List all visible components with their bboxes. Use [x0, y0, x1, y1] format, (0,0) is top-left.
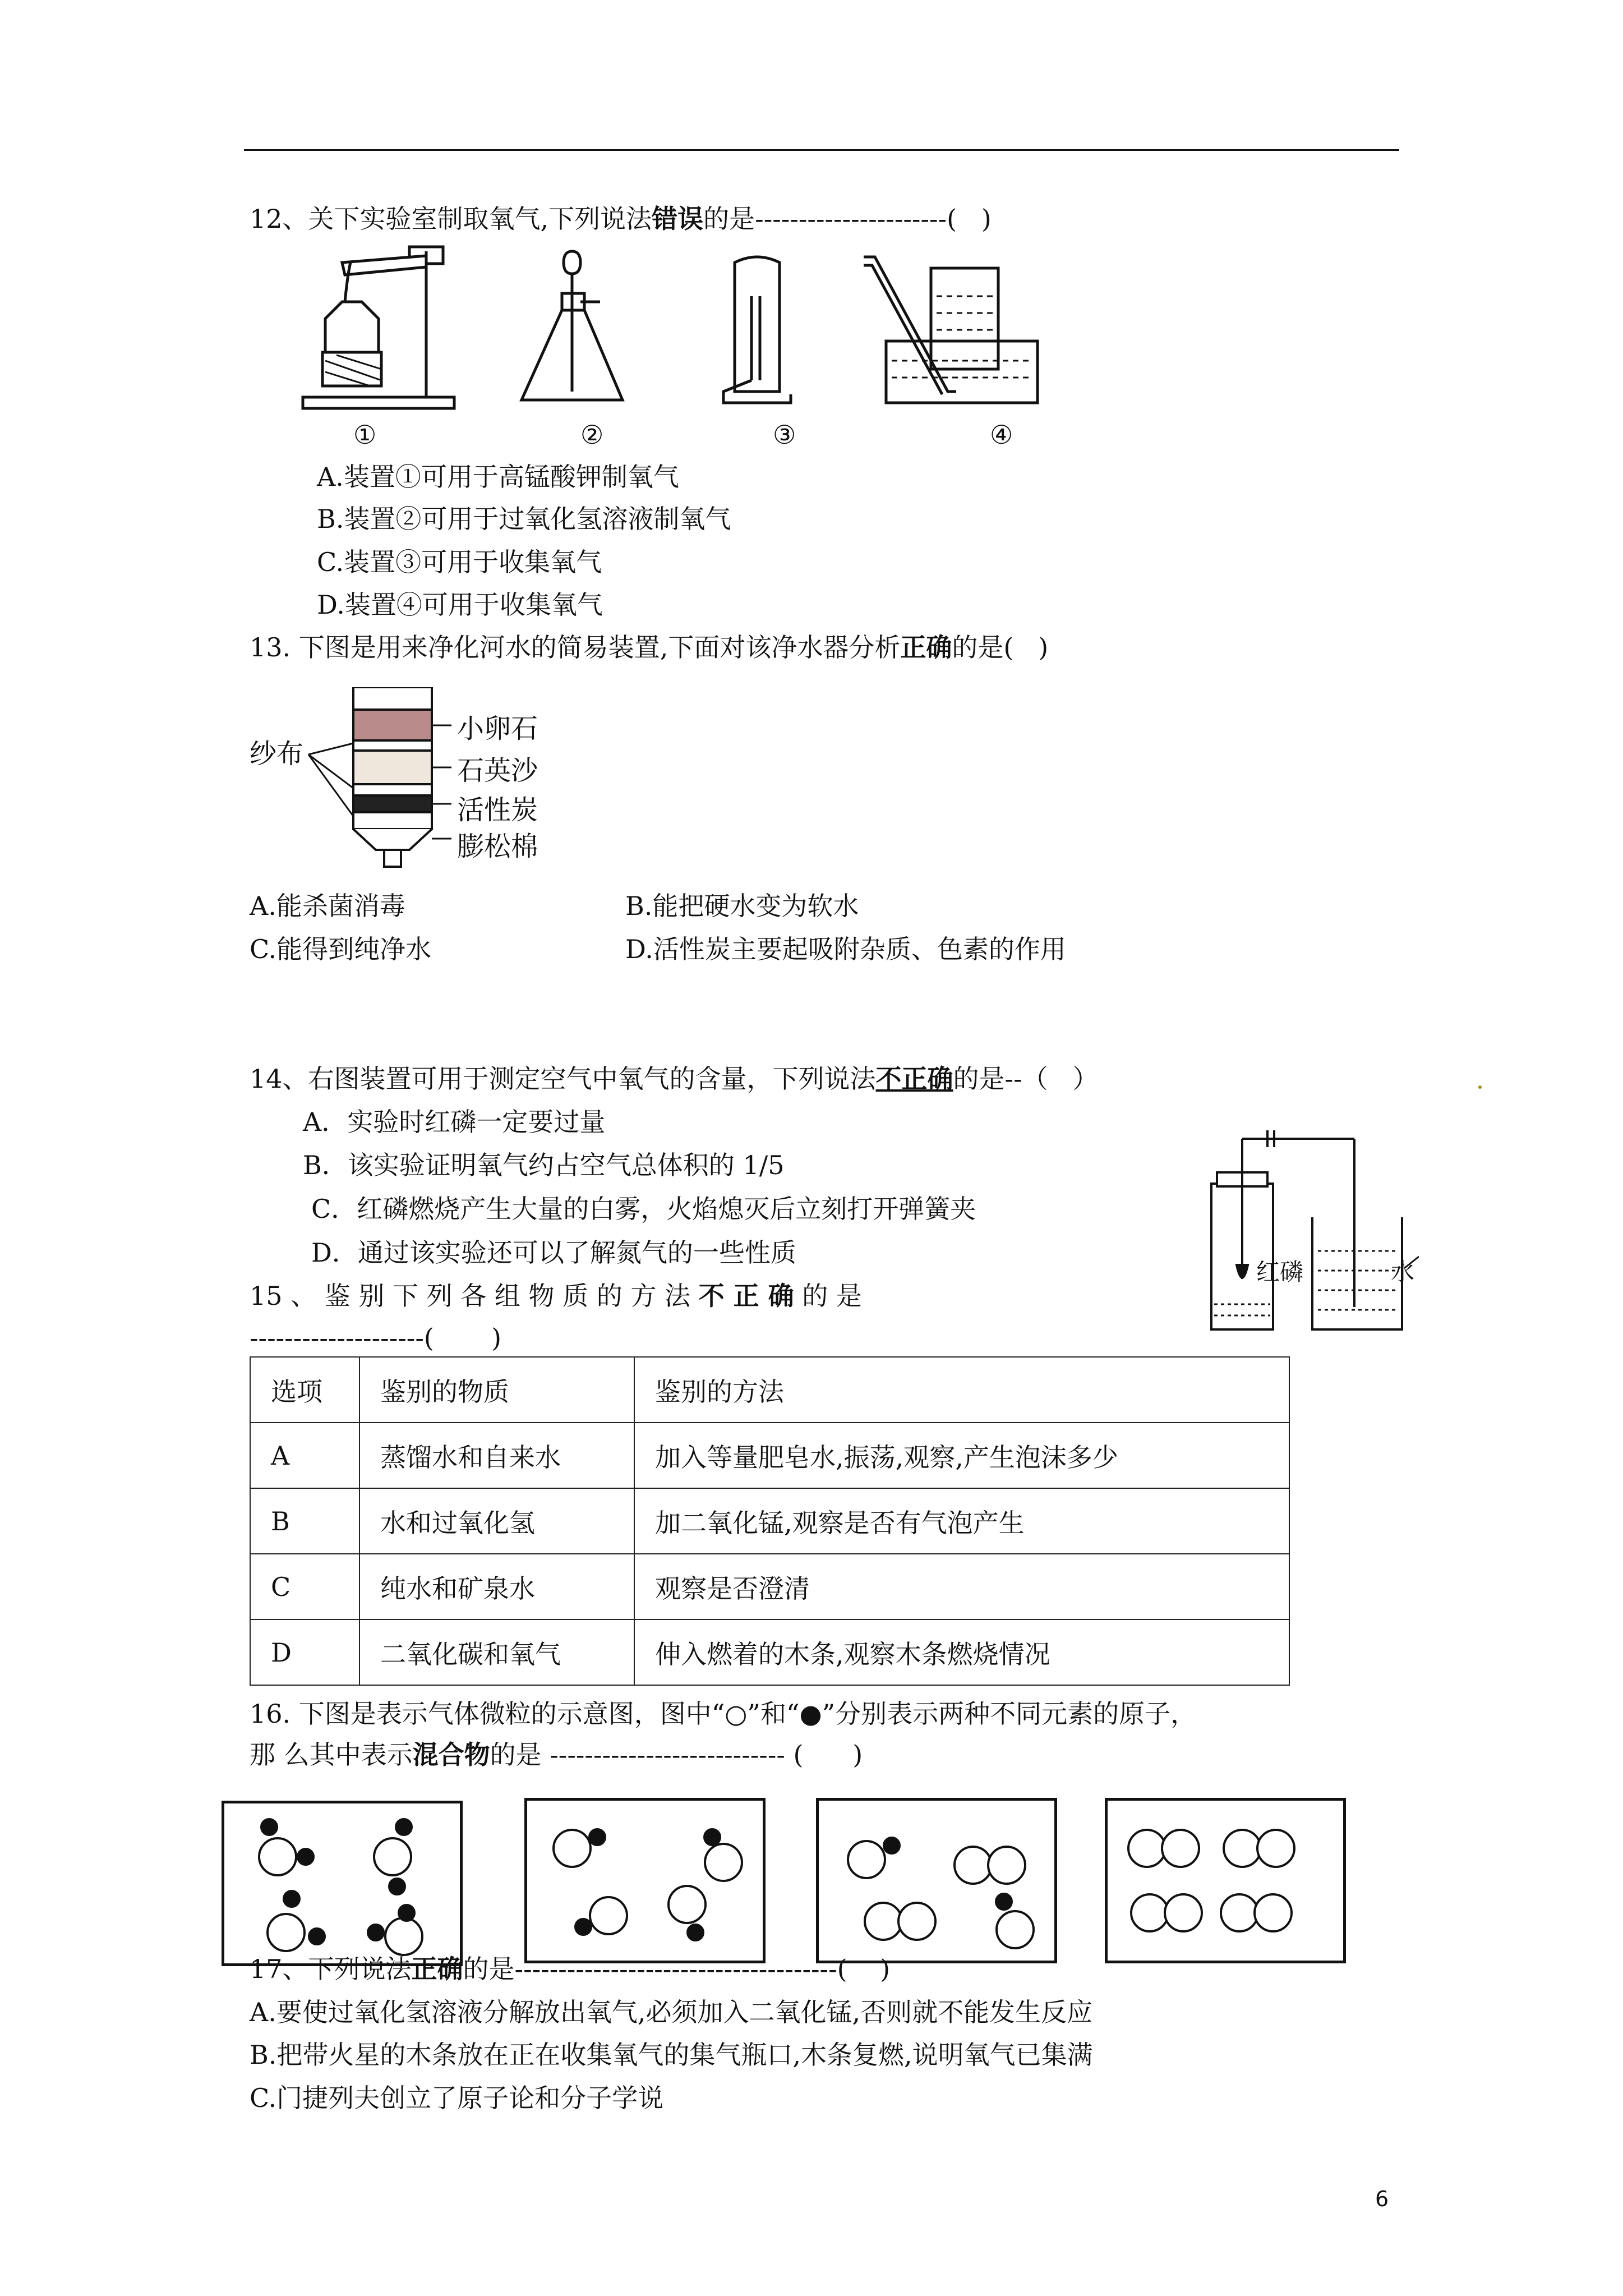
molecule-diagram	[819, 1801, 1054, 1961]
q12-option-c: C.装置③可用于收集氧气	[317, 547, 602, 577]
q15-stem-line2: --------------------( )	[250, 1323, 502, 1353]
table-header-row	[250, 1357, 1289, 1423]
q17-stem: 17、下列说法正确的是-------------------------------------( )	[250, 1954, 891, 1984]
q12-label-4: ④	[990, 420, 1013, 450]
q12-label-3: ③	[773, 420, 796, 450]
q16-diagram-a	[222, 1801, 463, 1966]
table-cell: 伸入燃着的木条,观察木条燃烧情况	[634, 1619, 1289, 1685]
q15-table	[250, 1356, 1290, 1686]
q13-option-b: B.能把硬水变为软水	[625, 891, 859, 921]
q12-label-2: ②	[580, 420, 604, 450]
q13-label-pebbles: 小卵石	[457, 713, 538, 744]
q13-label-activated-carbon: 活性炭	[457, 794, 538, 826]
table-header-cell: 鉴别的物质	[359, 1357, 634, 1423]
q12-device-1	[303, 247, 454, 408]
q17-option-b: B.把带火星的木条放在正在收集氧气的集气瓶口,木条复燃,说明氧气已集满	[250, 2040, 1093, 2070]
header-rule	[244, 149, 1399, 151]
table-cell: 加二氧化锰,观察是否有气泡产生	[634, 1488, 1289, 1554]
table-row	[250, 1423, 1289, 1488]
q13-option-a: A.能杀菌消毒	[250, 891, 405, 921]
table-cell: 加入等量肥皂水,振荡,观察,产生泡沫多少	[634, 1423, 1289, 1488]
molecule-diagram	[1108, 1801, 1343, 1961]
q13-stem: 13. 下图是用来净化河水的简易装置,下面对该净水器分析正确的是( )	[250, 632, 1049, 662]
q12-apparatus-figure	[292, 240, 1077, 453]
table-header-cell: 鉴别的方法	[634, 1357, 1289, 1423]
table-cell: 蒸馏水和自来水	[359, 1423, 634, 1488]
q14-stem: 14、右图装置可用于测定空气中氧气的含量，下列说法不正确的是--（ ）	[250, 1064, 1099, 1094]
table-cell: 纯水和矿泉水	[359, 1554, 634, 1619]
page-number: 6	[1375, 2187, 1389, 2211]
q14-oxygen-apparatus-figure	[1183, 1128, 1419, 1335]
table-cell: A	[250, 1423, 359, 1488]
q13-option-d: D.活性炭主要起吸附杂质、色素的作用	[625, 934, 1066, 964]
margin-speck	[1478, 1085, 1482, 1089]
q16-diagram-d	[1105, 1798, 1346, 1963]
q14-option-c: C．红磷燃烧产生大量的白雾，火焰熄灭后立刻打开弹簧夹	[311, 1194, 976, 1224]
q12-device-3	[723, 257, 791, 403]
q14-label-water: 水	[1391, 1258, 1415, 1286]
q13-label-gauze: 纱布	[250, 738, 304, 770]
q15-stem: 15 、 鉴 别 下 列 各 组 物 质 的 方 法 不 正 确 的 是	[250, 1281, 862, 1311]
table-cell: D	[250, 1619, 359, 1685]
q14-option-d: D．通过该实验还可以了解氮气的一些性质	[311, 1237, 796, 1268]
q16-stem-line1: 16. 下图是表示气体微粒的示意图，图中“○”和“●”分别表示两种不同元素的原子，	[250, 1699, 1197, 1729]
table-row	[250, 1554, 1289, 1619]
table-cell: 水和过氧化氢	[359, 1488, 634, 1554]
table-header-cell: 选项	[250, 1357, 359, 1423]
q16-stem-line2: 那 么其中表示混合物的是 --------------------------- ( )	[250, 1740, 863, 1770]
q12-device-2	[522, 251, 623, 400]
q12-label-1: ①	[353, 420, 377, 450]
q12-option-d: D.装置④可用于收集氧气	[317, 590, 603, 620]
q13-label-cotton: 膨松棉	[457, 831, 538, 862]
q17-option-c: C.门捷列夫创立了原子论和分子学说	[250, 2083, 664, 2113]
q14-label-red-phosphorus: 红磷	[1256, 1258, 1304, 1286]
table-row	[250, 1488, 1289, 1554]
q13-option-c: C.能得到纯净水	[250, 934, 432, 964]
q14-option-a: A．实验时红磷一定要过量	[303, 1107, 606, 1137]
table-cell: B	[250, 1488, 359, 1554]
q12-option-a: A.装置①可用于高锰酸钾制氧气	[317, 462, 679, 492]
q12-option-b: B.装置②可用于过氧化氢溶液制氧气	[317, 504, 731, 534]
q16-diagram-c	[816, 1798, 1057, 1963]
table-cell: 观察是否澄清	[634, 1554, 1289, 1619]
q13-label-quartz-sand: 石英沙	[457, 755, 538, 786]
table-cell: 二氧化碳和氧气	[359, 1619, 634, 1685]
table-row	[250, 1619, 1289, 1685]
q13-leader-lines	[303, 687, 460, 872]
table-cell: C	[250, 1554, 359, 1619]
q17-option-a: A.要使过氧化氢溶液分解放出氧气,必须加入二氧化锰,否则就不能发生反应	[250, 1997, 1093, 2027]
q16-diagram-b	[524, 1798, 766, 1963]
molecule-diagram	[224, 1803, 460, 1963]
q12-stem: 12、关下实验室制取氧气,下列说法错误的是----------------------( )	[250, 204, 992, 234]
q12-device-4	[864, 257, 1038, 403]
molecule-diagram	[527, 1801, 763, 1961]
q14-option-b: B．该实验证明氧气约占空气总体积的 1/5	[303, 1150, 785, 1180]
